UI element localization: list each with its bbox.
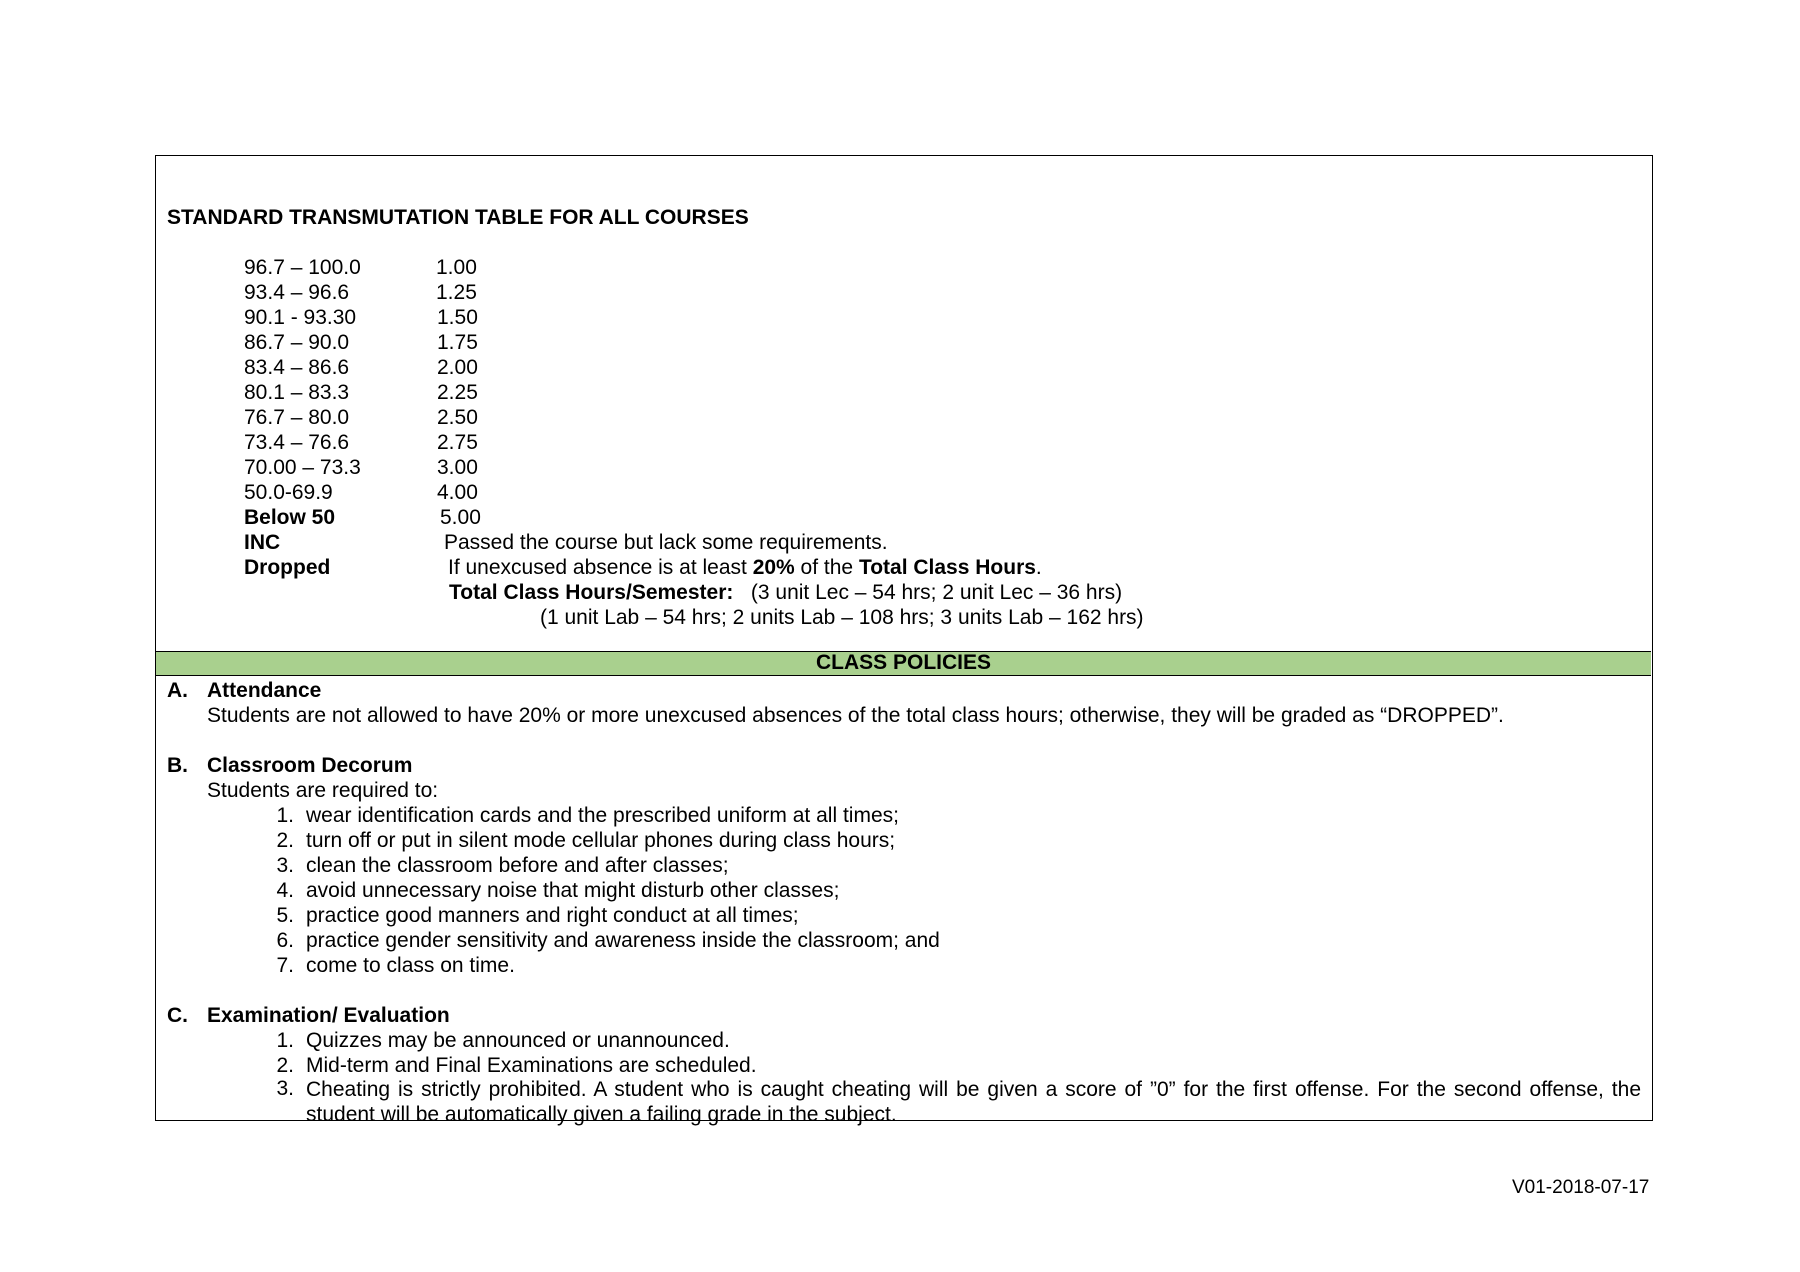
grade-value: 1.00 (436, 256, 477, 279)
range-value: 50.0-69.9 (244, 481, 333, 504)
dropped-percent: 20% (752, 556, 795, 579)
list-text: Cheating is strictly prohibited. A student who is caught cheating will be given a score of ”0” for the first offense. For the second offense, the student will be automatically given a failing grade in the subject. (306, 1078, 1641, 1126)
page-title: STANDARD TRANSMUTATION TABLE FOR ALL COURSES (167, 206, 749, 229)
list-text: come to class on time. (306, 954, 515, 977)
list-item (256, 854, 1636, 878)
grade-value: 1.50 (437, 306, 478, 329)
decorum-intro: Students are required to: (207, 779, 439, 802)
attendance-text: Students are not allowed to have 20% or more unexcused absences of the total class hours; otherwise, they will be graded as “DROPPED”. (207, 704, 1504, 727)
grade-value: 4.00 (437, 481, 478, 504)
range-value: 96.7 – 100.0 (244, 256, 361, 279)
transmutation-row (156, 281, 1636, 306)
grade-value: 2.00 (437, 356, 478, 379)
range-value: 83.4 – 86.6 (244, 356, 350, 379)
range-value: 73.4 – 76.6 (244, 431, 350, 454)
list-text: wear identification cards and the prescribed uniform at all times; (306, 804, 899, 827)
range-value: 70.00 – 73.3 (244, 456, 361, 479)
range-value: 80.1 – 83.3 (244, 381, 350, 404)
range-value: Below 50 (244, 506, 336, 529)
total-class-hours-label: Total Class Hours/Semester: (449, 581, 734, 604)
grade-value: 5.00 (440, 506, 481, 529)
transmutation-row (156, 506, 1636, 531)
total-class-hours-line (449, 581, 1122, 605)
transmutation-row (156, 481, 1636, 506)
transmutation-row-dropped (156, 556, 1636, 581)
transmutation-row (156, 381, 1636, 406)
range-value: 93.4 – 96.6 (244, 281, 350, 304)
decorum-heading: Classroom Decorum (207, 754, 413, 777)
class-policies-header: CLASS POLICIES (156, 651, 1651, 676)
range-value: 76.7 – 80.0 (244, 406, 350, 429)
list-item (256, 929, 1636, 953)
list-number: 3. (276, 854, 294, 877)
dropped-total-class-hours: Total Class Hours (858, 556, 1036, 579)
list-text: turn off or put in silent mode cellular phones during class hours; (306, 829, 896, 852)
lecture-hours: (3 unit Lec – 54 hrs; 2 unit Lec – 36 hrs) (750, 581, 1123, 604)
list-text: practice good manners and right conduct at all times; (306, 904, 799, 927)
list-number: 1. (276, 1029, 294, 1052)
list-item (256, 1054, 1636, 1078)
grade-value: 2.50 (437, 406, 478, 429)
list-text: clean the classroom before and after classes; (306, 854, 729, 877)
list-number: 5. (276, 904, 294, 927)
list-item (256, 954, 1636, 978)
list-item (256, 1029, 1636, 1053)
list-text: practice gender sensitivity and awareness inside the classroom; and (306, 929, 940, 952)
version-label: V01-2018-07-17 (1512, 1177, 1650, 1198)
transmutation-row (156, 531, 1636, 556)
dropped-text-after: . (1035, 556, 1042, 579)
transmutation-row (156, 406, 1636, 431)
range-value: 90.1 - 93.30 (244, 306, 357, 329)
list-text: avoid unnecessary noise that might disturb other classes; (306, 879, 840, 902)
lab-hours: (1 unit Lab – 54 hrs; 2 units Lab – 108 hrs; 3 units Lab – 162 hrs) (540, 606, 1144, 629)
grade-value: 2.25 (437, 381, 478, 404)
transmutation-row (156, 356, 1636, 381)
list-number: 6. (276, 929, 294, 952)
transmutation-row (156, 431, 1636, 456)
list-text: Quizzes may be announced or unannounced. (306, 1029, 730, 1052)
list-number: 2. (276, 1054, 294, 1077)
list-item (256, 904, 1636, 928)
list-number: 3. (276, 1077, 294, 1100)
grade-value: Passed the course but lack some requirements. (444, 531, 888, 554)
grade-value: 2.75 (437, 431, 478, 454)
list-number: 2. (276, 829, 294, 852)
list-item (256, 829, 1636, 853)
dropped-description (448, 556, 1042, 580)
grade-value: 1.25 (436, 281, 477, 304)
list-item (256, 1077, 1641, 1127)
list-item (256, 879, 1636, 903)
grade-value: 1.75 (437, 331, 478, 354)
section-letter: B. (167, 754, 188, 777)
dropped-text-mid: of the (794, 556, 859, 579)
attendance-heading: Attendance (207, 679, 322, 702)
list-number: 1. (276, 804, 294, 827)
range-value: INC (244, 531, 281, 554)
transmutation-row (156, 456, 1636, 481)
range-value: 86.7 – 90.0 (244, 331, 350, 354)
section-letter: C. (167, 1004, 188, 1027)
transmutation-row (156, 331, 1636, 356)
list-number: 4. (276, 879, 294, 902)
range-value: Dropped (244, 556, 331, 579)
list-text: Mid-term and Final Examinations are scheduled. (306, 1054, 757, 1077)
list-item (256, 804, 1636, 828)
grade-value: 3.00 (437, 456, 478, 479)
section-letter: A. (167, 679, 188, 702)
transmutation-row (156, 306, 1636, 331)
transmutation-row (156, 256, 1636, 281)
exam-heading: Examination/ Evaluation (207, 1004, 450, 1027)
dropped-text-before: If unexcused absence is at least (448, 556, 753, 579)
list-number: 7. (276, 954, 294, 977)
policy-frame (155, 155, 1653, 1126)
